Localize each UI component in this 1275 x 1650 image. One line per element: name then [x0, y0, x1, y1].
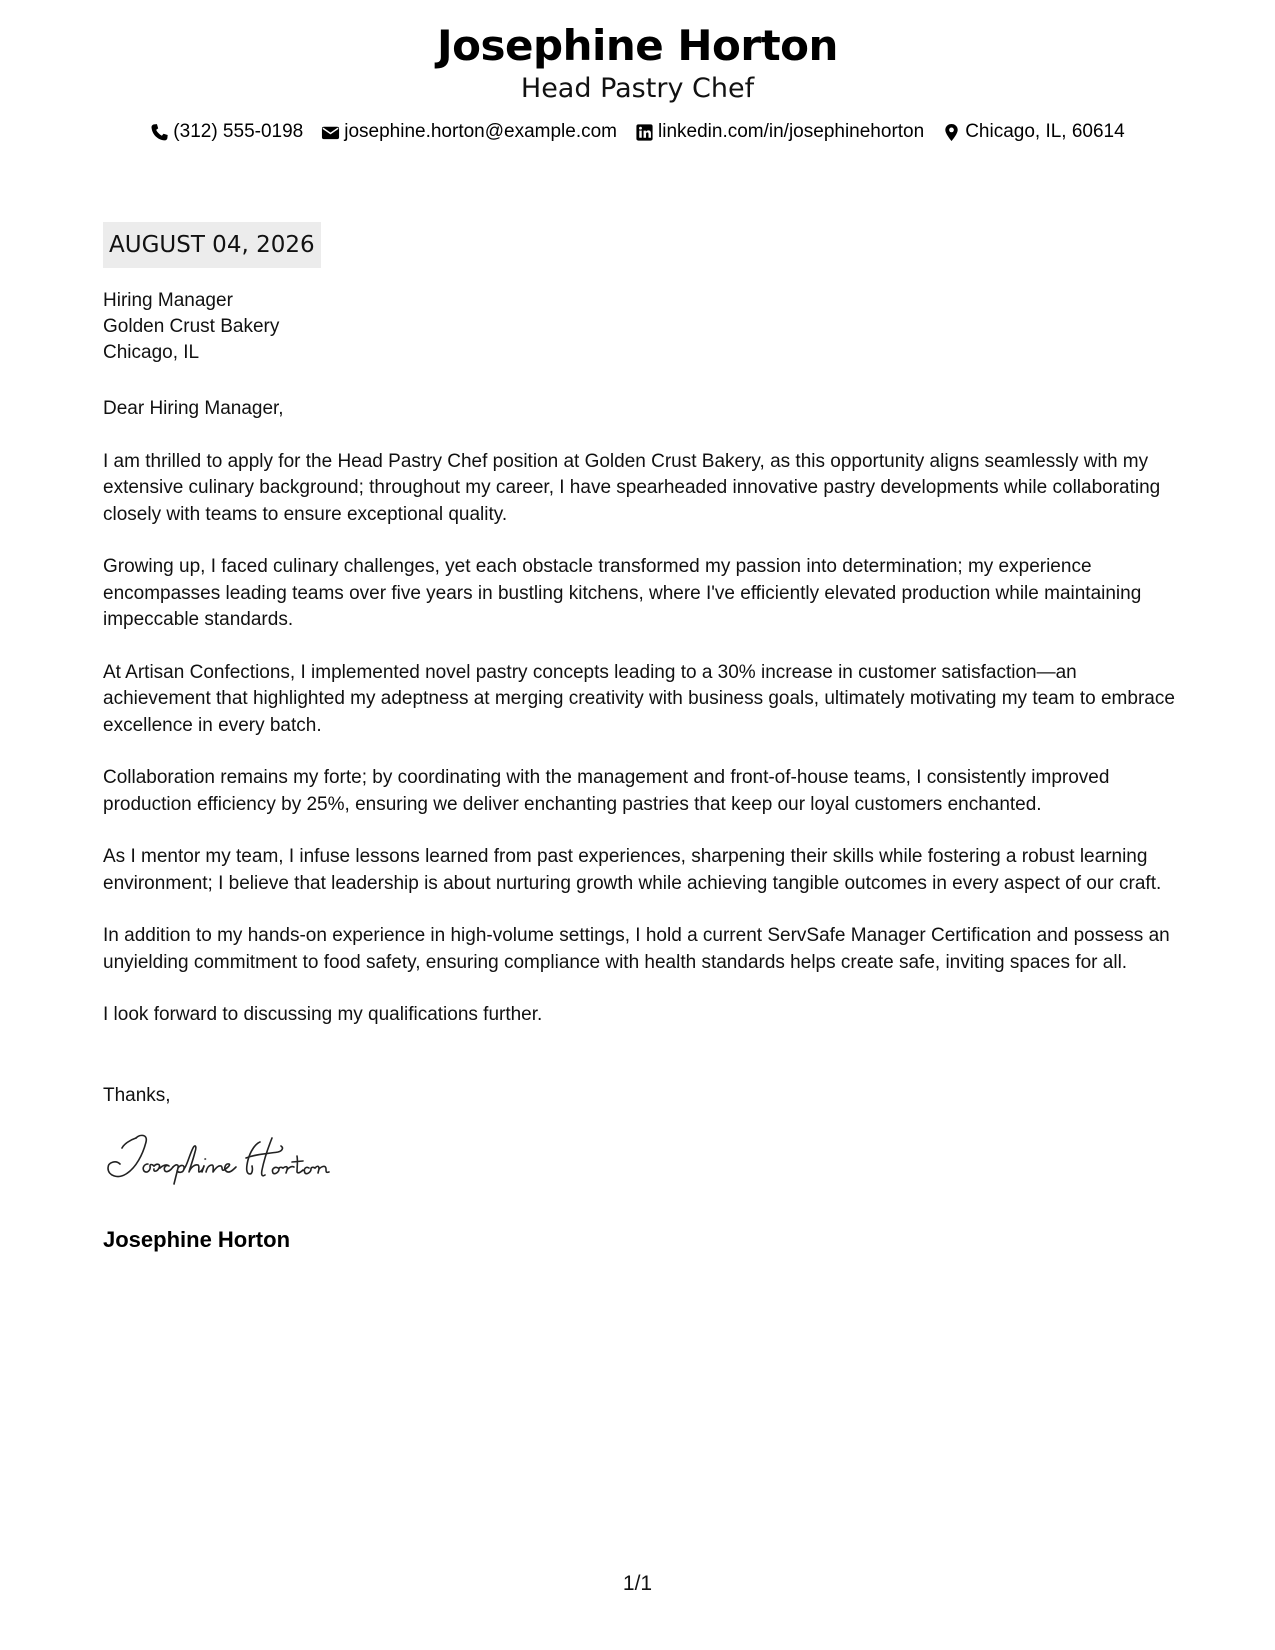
recipient-title: Hiring Manager	[103, 290, 233, 311]
body-paragraph: As I mentor my team, I infuse lessons learned from past experiences, sharpening their skills while fostering a robust learning environment; I believe that leadership is about nurturing growth while achieving tangible outcomes in every aspect of our craft.	[103, 846, 1162, 894]
letter-header	[0, 20, 1275, 144]
recipient-location: Chicago, IL	[103, 342, 200, 363]
page-number: 1/1	[622, 1572, 653, 1595]
letter-date: AUGUST 04, 2026	[103, 222, 321, 268]
salutation: Dear Hiring Manager,	[103, 398, 284, 419]
body-paragraph: At Artisan Confections, I implemented novel pastry concepts leading to a 30% increase in customer satisfaction—an achievement that highlighted my adeptness at merging creativity with business goals, ultimately motivating my team to embrace excellence in every batch.	[103, 661, 1175, 736]
body-paragraph: In addition to my hands-on experience in high-volume settings, I hold a current ServSafe Manager Certification and possess an unyielding commitment to food safety, ensuring compliance with health standards helps create safe, inviting spaces for all.	[103, 925, 1170, 973]
applicant-name: Josephine Horton	[437, 21, 838, 70]
phone-icon	[150, 123, 169, 142]
contact-linkedin	[635, 120, 924, 144]
contact-location	[942, 120, 1125, 144]
body-paragraph: Growing up, I faced culinary challenges, yet each obstacle transformed my passion into determination; my experience encompasses leading teams over five years in bustling kitchens, where I've efficiently elevated production while maintaining impeccable standards.	[103, 556, 1142, 630]
linkedin-url: linkedin.com/in/josephinehorton	[658, 121, 925, 142]
recipient-block	[103, 288, 279, 366]
signer-name: Josephine Horton	[103, 1227, 291, 1252]
job-title: Head Pastry Chef	[520, 73, 755, 104]
valediction: Thanks,	[103, 1085, 171, 1106]
handwritten-signature	[100, 1128, 370, 1188]
recipient-company: Golden Crust Bakery	[103, 316, 280, 337]
map-marker-icon	[942, 123, 961, 142]
body-paragraph: I am thrilled to apply for the Head Pastry Chef position at Golden Crust Bakery, as this opportunity aligns seamlessly with my extensive culinary background; throughout my career, I have spearheaded innovative pastry developments while collaborating closely with teams to ensure exceptional quality.	[103, 450, 1161, 525]
location-text: Chicago, IL, 60614	[965, 121, 1125, 142]
linkedin-icon	[635, 123, 654, 142]
envelope-icon	[321, 123, 340, 142]
email-address: josephine.horton@example.com	[344, 121, 618, 142]
body-paragraph: Collaboration remains my forte; by coordinating with the management and front-of-house teams, I consistently improved production efficiency by 25%, ensuring we deliver enchanting pastries that keep our loyal customers enchanted.	[103, 767, 1110, 815]
contact-email	[321, 120, 617, 144]
letter-body	[103, 396, 1183, 1055]
contact-bar	[0, 120, 1275, 144]
phone-number: (312) 555-0198	[173, 121, 304, 142]
body-paragraph: I look forward to discussing my qualifications further.	[103, 1004, 543, 1025]
contact-phone	[150, 120, 303, 144]
